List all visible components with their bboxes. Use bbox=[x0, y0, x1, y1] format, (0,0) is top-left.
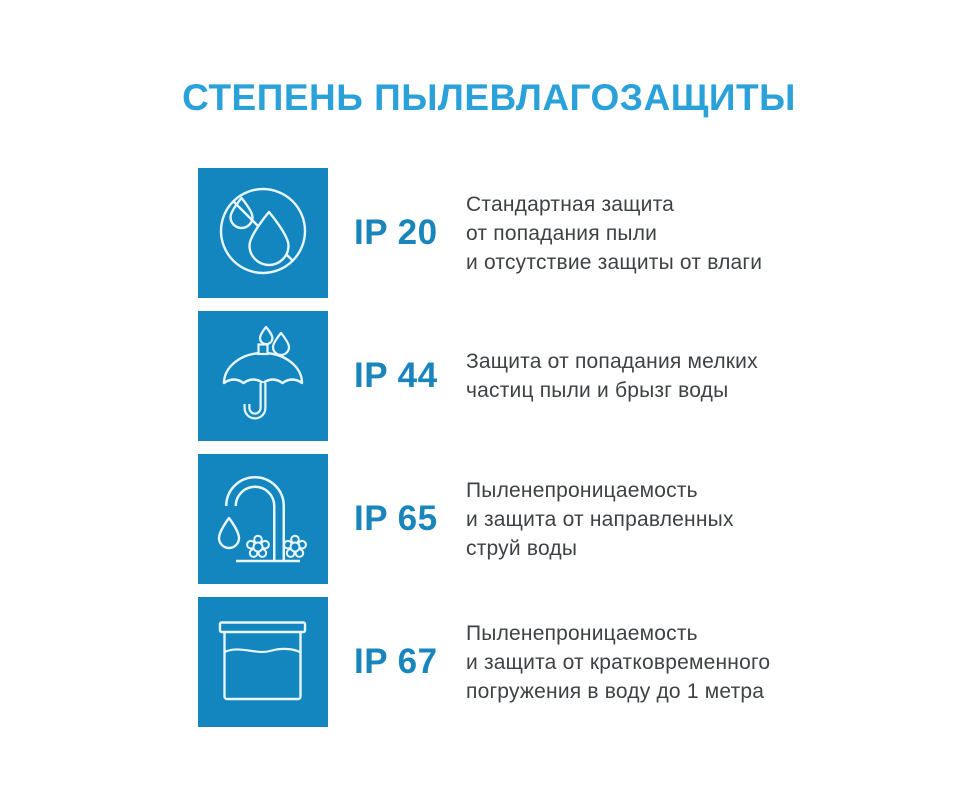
water-immersion-tank-icon bbox=[198, 597, 328, 727]
umbrella-tip-shape bbox=[259, 345, 268, 355]
ip-description bbox=[466, 476, 734, 563]
faucet-water-jet-icon bbox=[198, 454, 328, 584]
ip-ratings-list bbox=[198, 168, 770, 740]
tile-ip65 bbox=[198, 454, 328, 584]
description-line: Защита от попадания мелких bbox=[466, 350, 758, 373]
description-line: и защита от направленных bbox=[466, 507, 734, 531]
ip-rating-row-ip44 bbox=[198, 311, 770, 441]
ip-code-label: IP 20 bbox=[354, 213, 438, 252]
tile-ip67 bbox=[198, 597, 328, 727]
description-line: и отсутствие защиты от влаги bbox=[466, 250, 763, 274]
description-line: и защита от кратковременного bbox=[466, 650, 771, 674]
ip-rating-row-ip65 bbox=[198, 454, 770, 584]
tile-ip44 bbox=[198, 311, 328, 441]
ip-code-label: IP 67 bbox=[354, 642, 438, 681]
tank-lid-shape bbox=[220, 623, 305, 633]
description-line: струй воды bbox=[466, 536, 578, 560]
ip-description bbox=[466, 619, 770, 706]
description-line: Пыленепроницаемость bbox=[466, 478, 698, 502]
small-drop-shape bbox=[260, 327, 272, 344]
umbrella-canopy-shape bbox=[224, 353, 302, 383]
tank-body-shape bbox=[225, 631, 301, 699]
ip-rating-row-ip67 bbox=[198, 597, 770, 727]
description-line: Пыленепроницаемость bbox=[466, 621, 698, 645]
water-level-wave-shape bbox=[225, 649, 301, 653]
valve-handle-right bbox=[284, 536, 306, 557]
valve-handle-left bbox=[247, 536, 269, 557]
no-moisture-drops-icon bbox=[198, 168, 328, 298]
tile-ip20 bbox=[198, 168, 328, 298]
description-line: Стандартная защита bbox=[466, 192, 675, 216]
ip-description bbox=[466, 347, 758, 405]
ip-code-label: IP 44 bbox=[354, 356, 438, 395]
large-drop-shape bbox=[250, 212, 289, 265]
description-line: погружения в воду до 1 метра bbox=[466, 679, 765, 703]
umbrella-rain-icon bbox=[198, 311, 328, 441]
falling-drop-shape bbox=[219, 518, 239, 548]
ip-code-label: IP 65 bbox=[354, 499, 438, 538]
page-title: СТЕПЕНЬ ПЫЛЕВЛАГОЗАЩИТЫ bbox=[182, 77, 796, 118]
large-drop-shape bbox=[273, 333, 289, 355]
umbrella-handle-shape bbox=[247, 383, 263, 416]
ip-description bbox=[466, 190, 762, 277]
description-line: частиц пыли и брызг воды bbox=[466, 379, 729, 402]
ip-rating-row-ip20 bbox=[198, 168, 770, 298]
description-line: от попадания пыли bbox=[466, 221, 658, 245]
